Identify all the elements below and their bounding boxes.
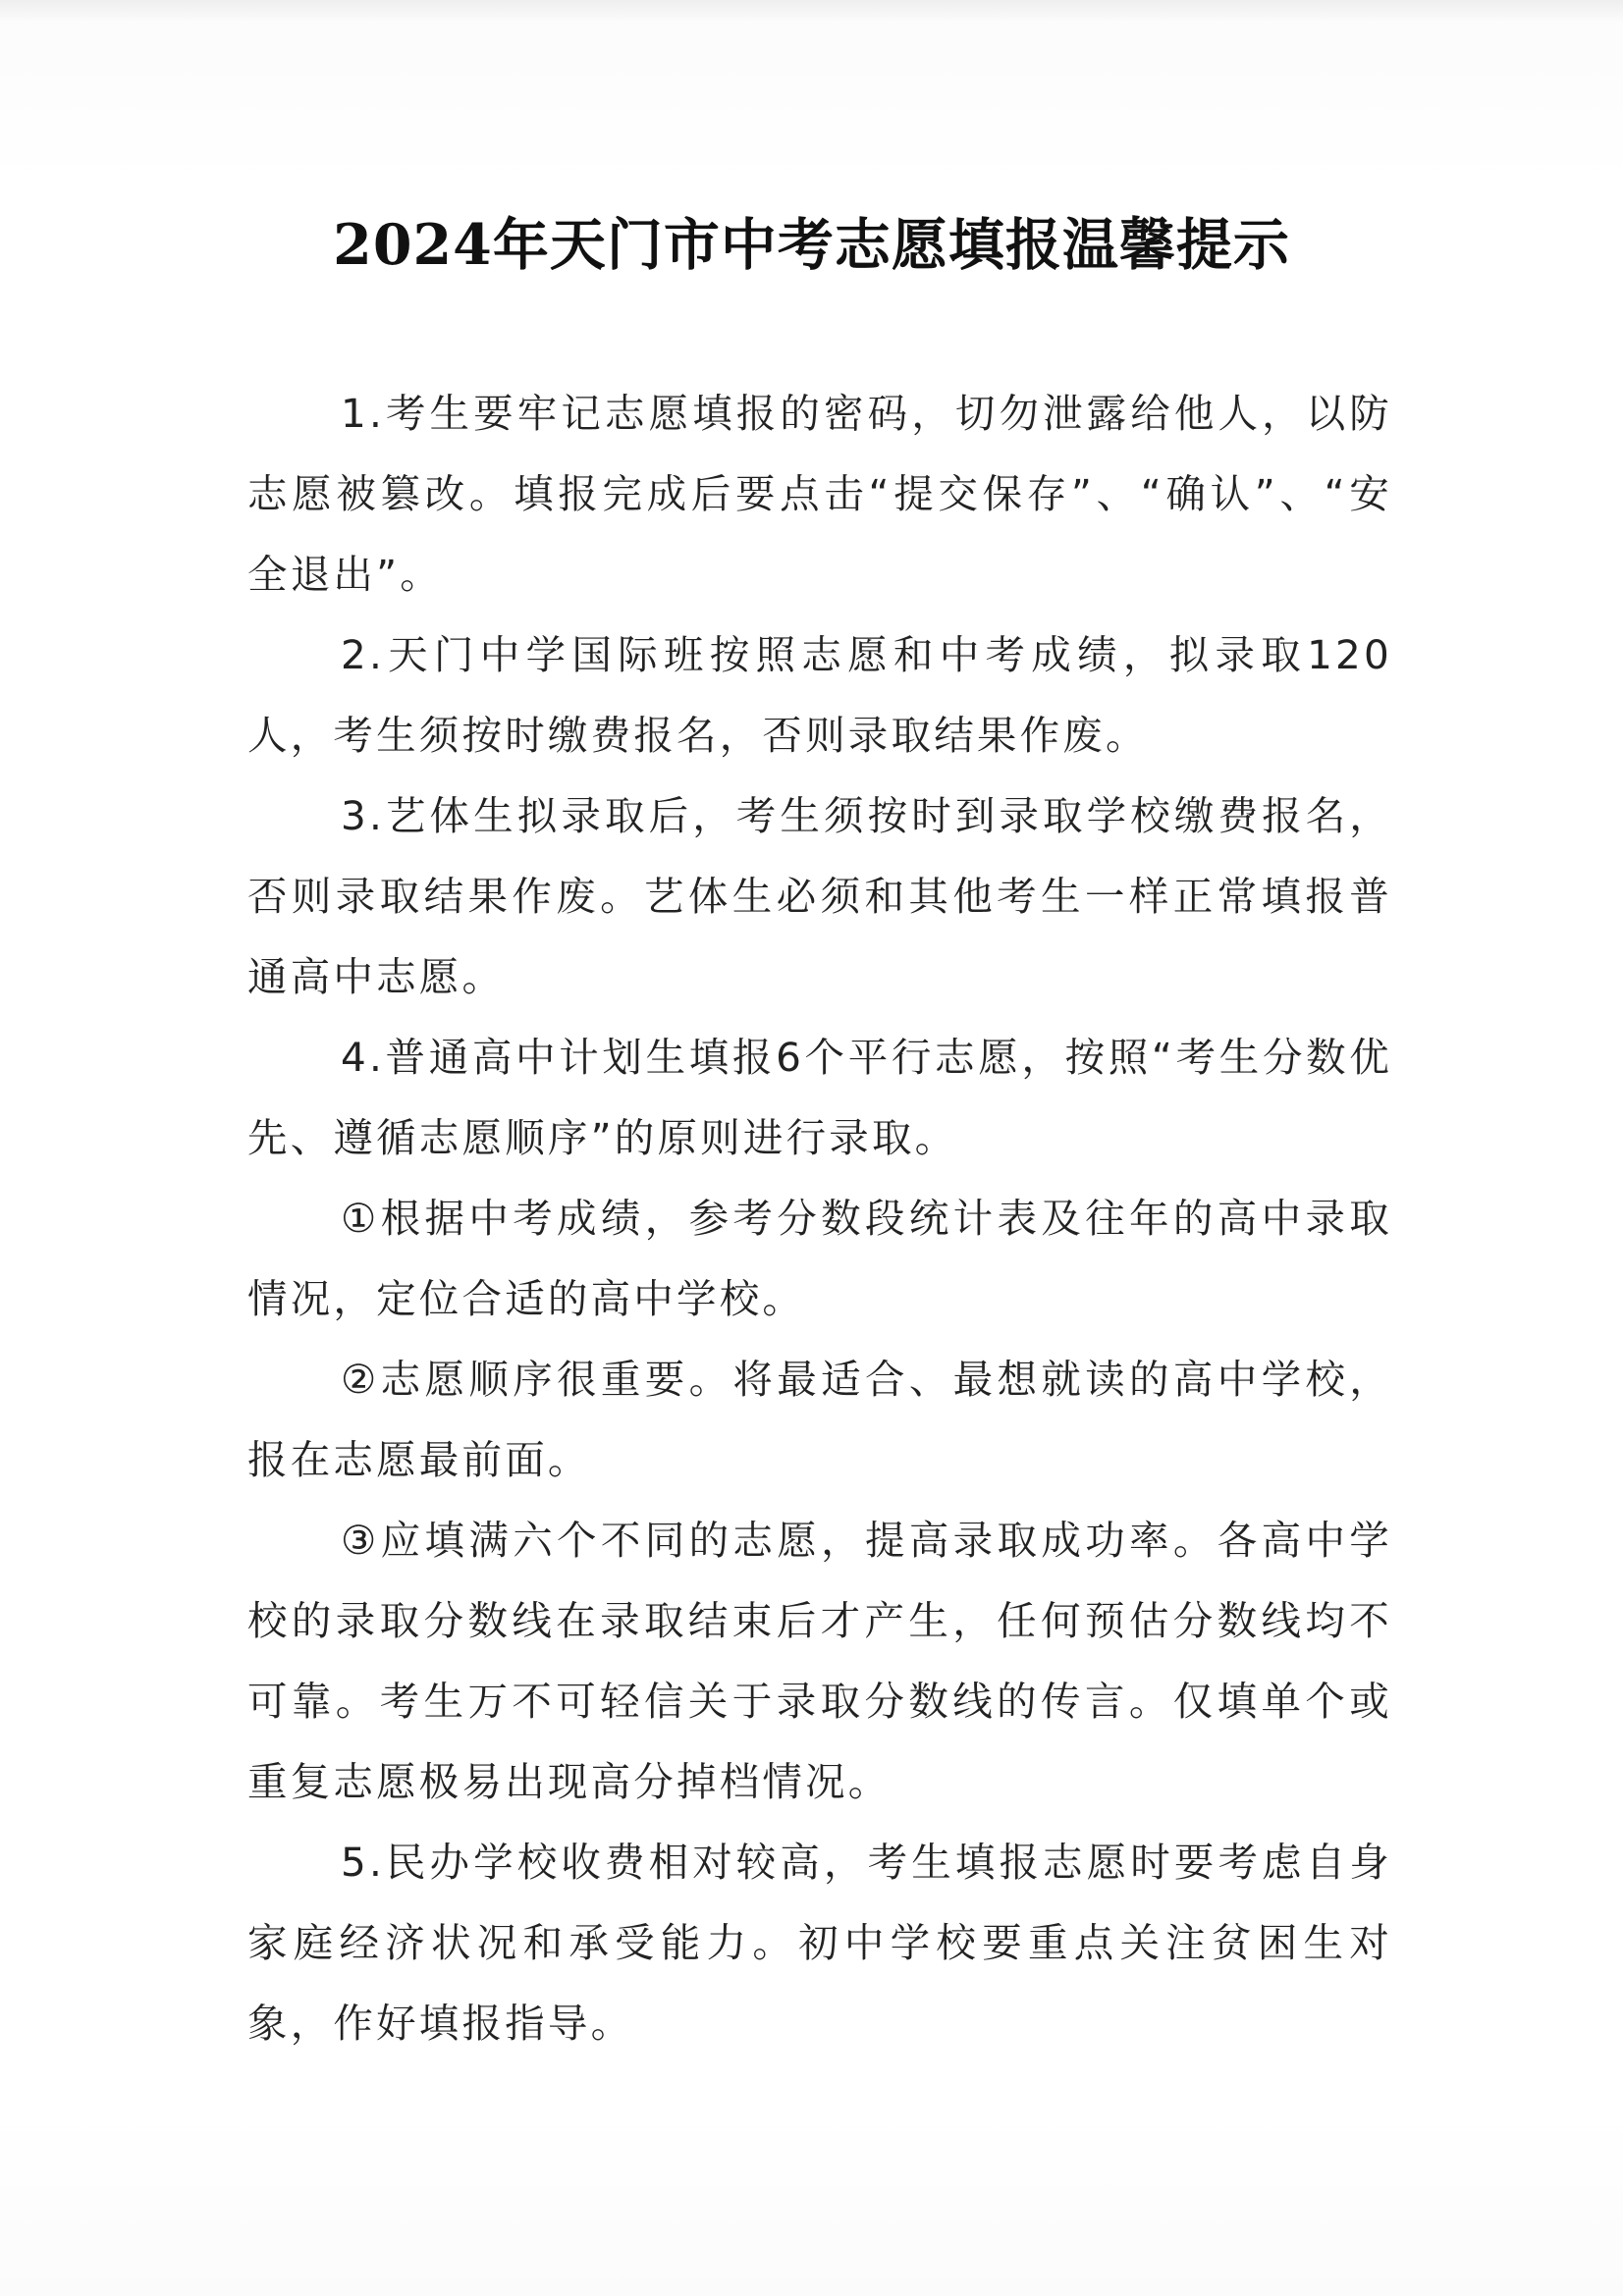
paragraph-item-2: 2.天门中学国际班按照志愿和中考成绩，拟录取120人，考生须按时缴费报名，否则录取结果作废。 (247, 631, 1392, 759)
document-title: 2024年天门市中考志愿填报温馨提示 (333, 212, 1290, 278)
scan-edge (0, 0, 1623, 22)
document-body (247, 373, 1392, 2063)
paragraph-subitem-1: ①根据中考成绩，参考分数段统计表及往年的高中录取情况，定位合适的高中学校。 (247, 1195, 1392, 1322)
paragraph-item-5: 5.民办学校收费相对较高，考生填报志愿时要考虑自身家庭经济状况和承受能力。初中学校要重点关注贫困生对象，作好填报指导。 (247, 1839, 1392, 2047)
paragraph-item-1: 1.考生要牢记志愿填报的密码，切勿泄露给他人，以防志愿被篡改。填报完成后要点击“提交保存”、“确认”、“安全退出”。 (247, 390, 1392, 598)
paragraph-subitem-2: ②志愿顺序很重要。将最适合、最想就读的高中学校，报在志愿最前面。 (247, 1356, 1392, 1483)
paragraph-subitem-3: ③应填满六个不同的志愿，提高录取成功率。各高中学校的录取分数线在录取结束后才产生，任何预估分数线均不可靠。考生万不可轻信关于录取分数线的传言。仅填单个或重复志愿极易出现高分掉档情况。 (247, 1517, 1392, 1805)
paragraph-item-4: 4.普通高中计划生填报6个平行志愿，按照“考生分数优先、遵循志愿顺序”的原则进行录取。 (247, 1034, 1392, 1161)
paragraph-item-3: 3.艺体生拟录取后，考生须按时到录取学校缴费报名，否则录取结果作废。艺体生必须和其他考生一样正常填报普通高中志愿。 (247, 792, 1392, 1000)
